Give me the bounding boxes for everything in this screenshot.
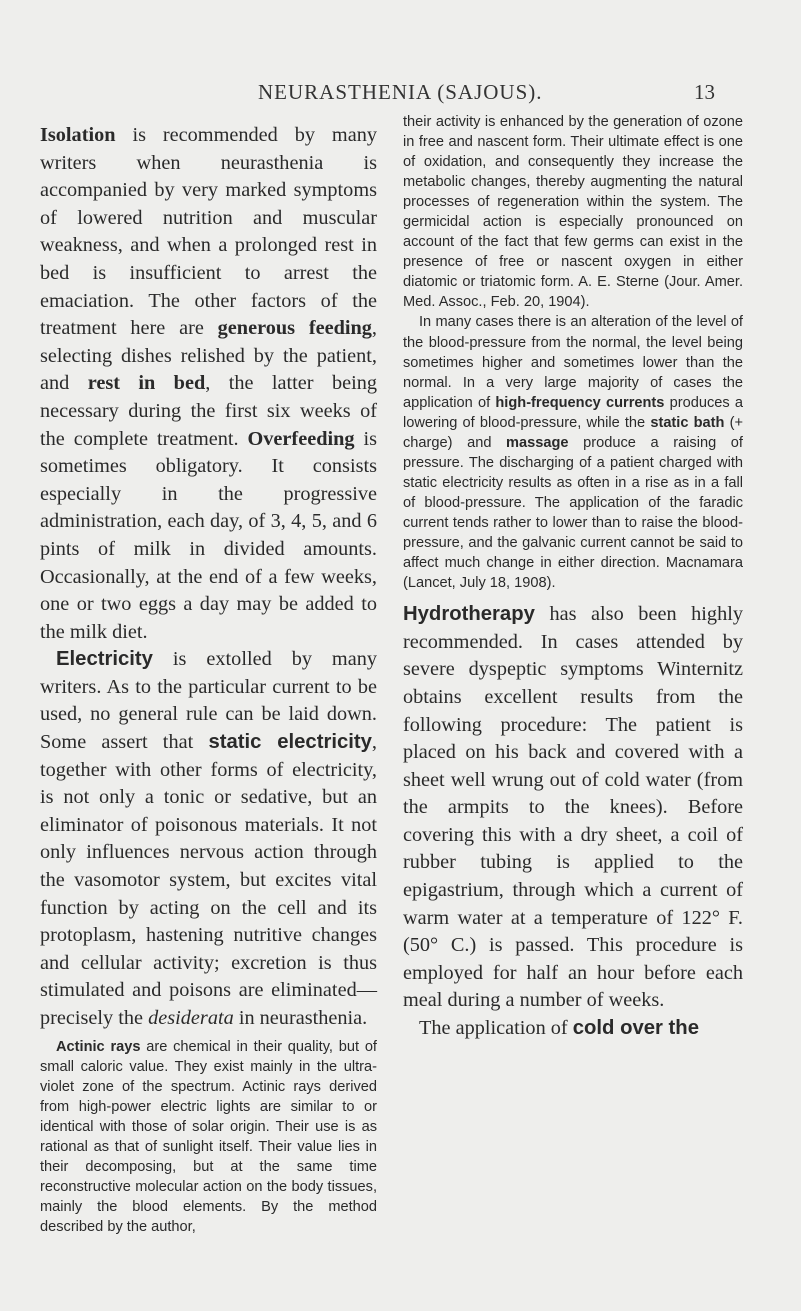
electricity-text-1: is extolled by many writers. As to the particular current to be used, no general rule can be laid down. Some assert that [40,648,377,754]
isolation-text-4: is sometimes obligatory. It consists especially in the progressive administration, each day, of 3, 4, 5, and 6 pints of milk in divided amounts. Occasionally, at the end of a few weeks, one or two eggs a day may be added to the milk diet. [40,427,377,643]
electricity-term: Electricity [56,648,153,671]
electricity-text-3: in neurasthenia. [233,1007,368,1029]
blood-pressure-text-1: In many cases there is an alteration of the level of the blood-pressure from the normal, the level being sometimes higher and sometimes lower than the normal. In a very large majority of cases the application of [403,314,743,411]
rest-in-bed-term: rest in bed [87,372,206,395]
left-column [40,122,377,1237]
high-frequency-term: high-frequency currents [495,394,665,411]
generous-feeding-term: generous feeding [217,317,372,340]
page-header [0,80,801,110]
isolation-text-2: , selecting dishes relished by the patient, and [40,317,377,395]
right-column [403,112,743,1043]
static-electricity-term: static electricity [208,731,372,754]
hydrotherapy-text-1: has also been highly recommended. In cases attended by severe dyspeptic symptoms Winternitz obtains excellent results from the following procedure: The patient is placed on his back and covered with a sheet well wrung out of cold water (from the armpits to the knees). Before covering this with a dry sheet, a coil of rubber tubing is applied to the epigastrium, through which a current of warm water at a temperature of 122° F. (50° C.) is passed. This procedure is employed for half an hour before each meal during a number of weeks. [403,603,743,1012]
electricity-paragraph [40,646,377,1032]
cold-application-paragraph [403,1015,743,1043]
hydrotherapy-term: Hydrotherapy [403,603,535,626]
isolation-paragraph [40,122,377,646]
hydrotherapy-paragraph [403,601,743,1015]
running-head: NEURASTHENIA (SAJOUS). [258,80,543,104]
cold-term: cold over the [572,1017,699,1040]
page-number: 13 [694,80,715,104]
isolation-term: Isolation [40,124,116,146]
isolation-text-3: , the latter being necessary during the first six weeks of the complete treatment. [40,372,378,450]
isolation-text-1: is recommended by many writers when neurasthenia is accompanied by very marked symptoms of lowered nutrition and muscular weakness, and when a prolonged rest in bed is insufficient to arrest the emaciation. The other factors of the treatment here are [40,124,377,340]
actinic-rays-term: Actinic rays [56,1038,141,1055]
electricity-text-2: , together with other forms of electricity, is not only a tonic or sedative, but an eliminator of poisonous materials. It not only influences nervous action through the vasomotor system, but excites vital function by acting on the cell and its protoplasm, hastening nutritive changes and cellular activity; excretion is thus stimulated and poisons are eliminated—precisely the [40,731,377,1029]
overfeeding-term: Overfeeding [247,427,355,450]
blood-pressure-text-4: produce a raising of pressure. The discharging of a patient charged with static electricity results as often in a rise as in a fall of blood-pressure. The application of the faradic current tends rather to lower than to raise the blood-pressure, and the galvanic current cannot be said to affect much change in either direction. Macnamara (Lancet, July 18, 1908). [403,434,743,592]
actinic-rays-paragraph [40,1037,377,1237]
massage-term: massage [506,434,569,451]
desiderata-term: desiderata [148,1007,234,1029]
blood-pressure-paragraph [403,312,743,593]
actinic-continuation-paragraph: their activity is enhanced by the generation of ozone in free and nascent form. Their ultimate effect is one of oxidation, and consequently they increase the metabolic changes, thereby augmenting the natural processes of regeneration within the system. The germicidal action is especially pronounced on account of the fact that few germs can exist in the presence of free or nascent oxygen in either diatomic or triatomic form. A. E. Sterne (Jour. Amer. Med. Assoc., Feb. 20, 1904). [403,114,743,311]
blood-pressure-text-3: (+ charge) and [403,414,744,451]
actinic-text-1: are chemical in their quality, but of small caloric value. They exist mainly in the ultra-violet zone of the spectrum. Actinic rays derived from high-power electric lights are similar to or identical with those of solar origin. Their use is as rational as that of sunlight itself. Their value lies in their decomposing, but at the same time reconstructive molecular action on the body tissues, mainly the blood elements. By the method described by the author, [40,1038,377,1236]
cold-text-1: The application of [419,1017,573,1040]
blood-pressure-text-2: produces a lowering of blood-pressure, while the [403,394,744,431]
static-bath-term: static bath [650,414,725,431]
